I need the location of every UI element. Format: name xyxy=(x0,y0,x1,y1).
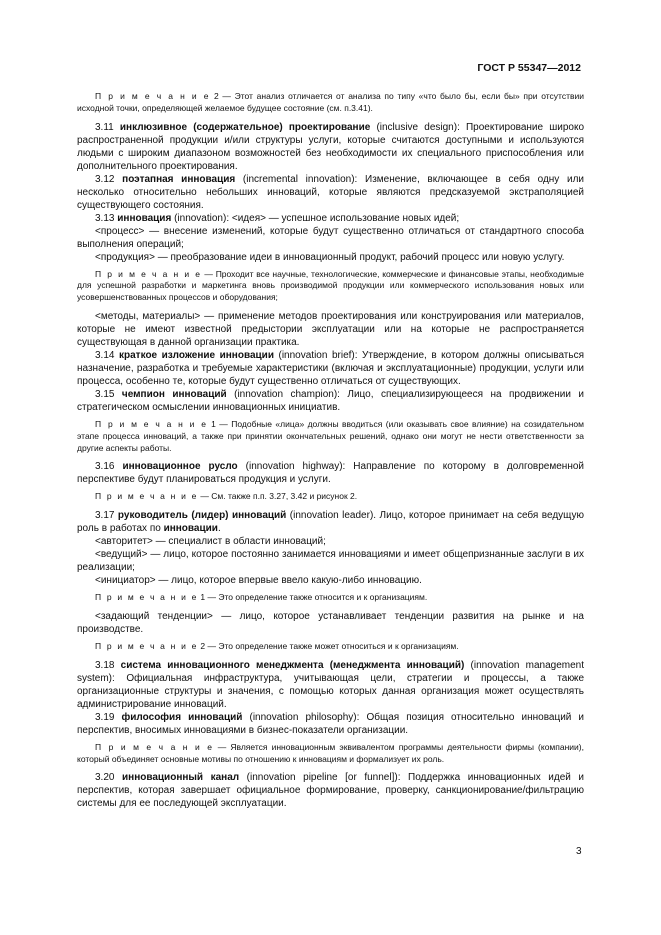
note-text: 2 — Этот анализ отличается от анализа по типу «что было бы, если бы» при отсутствии исходной точки, определяющей желаемое будущее состояние (см. п.3.41). xyxy=(77,91,584,113)
definition-3-17-trendsetter: <задающий тенденции> — лицо, которое устанавливает тенденции развития на рынке и на производстве. xyxy=(77,610,584,635)
document-body xyxy=(77,91,584,810)
definition-3-12 xyxy=(77,173,584,212)
clause-number: 3.12 xyxy=(95,173,123,185)
note-text: — Является инновационным эквивалентом программы деятельности фирмы (компании), который объединяет основные мотивы по отношению к инновациям и формализует их роль. xyxy=(77,741,584,764)
note-text: — См. также п.п. 3.27, 3.42 и рисунок 2. xyxy=(198,491,358,502)
note-text: 1 — Подобные «лица» должны вводиться (или оказывать свое влияние) на созидательном этапе процесса инноваций, а также при принятии окончательных решений, однако они могут не нести ответственности за другие аспекты работы. xyxy=(77,418,584,453)
note-3-13 xyxy=(77,269,584,304)
term: философия инноваций xyxy=(121,711,243,723)
note-3-16 xyxy=(77,491,584,503)
definition-3-11 xyxy=(77,121,584,173)
definition-text: (innovation management system): Официальная инфраструктура, учитывающая цели, стратегии и процессы, а также организационные структуры и значения, с помощью которых данная организация может осуществлять администрирование инноваций. xyxy=(77,659,584,710)
definition-text: (innovation brief): Утверждение, в котором должны описываться назначение, разработка и требуемые характеристики (включая и эксплуатационные) продукции, услуги или процесса, особенно те, которые будут существенно отличаться от существующих. xyxy=(77,349,584,387)
definition-end: . xyxy=(217,523,221,535)
definition-3-13-methods: <методы, материалы> — применение методов проектирования или конструирования или материалов, которые не имеют известной предыстории эксплуатации или на которые не распространяется существующая в данной организации практика. xyxy=(77,310,584,348)
note-3-10 xyxy=(77,91,584,115)
definition-text: (innovation): <идея> — успешное использование новых идей; xyxy=(171,212,460,224)
definition-text: (innovation highway): Направление по которому в долговременной перспективе будут планироваться продукция и услуги. xyxy=(77,461,584,486)
definition-3-17-leading: <ведущий> — лицо, которое постоянно занимается инновациями и имеет общепризнанные заслуги в их реализации; xyxy=(77,549,584,574)
term: система инновационного менеджмента (менеджмента инноваций) xyxy=(120,659,465,671)
term: поэтапная инновация xyxy=(122,173,236,185)
term: чемпион инноваций xyxy=(121,388,227,400)
definition-3-19 xyxy=(77,711,584,737)
page-number: 3 xyxy=(576,846,582,857)
note-label: П р и м е ч а н и е xyxy=(95,418,208,429)
clause-number: 3.16 xyxy=(95,461,123,473)
definition-3-16 xyxy=(77,460,584,486)
note-label: П р и м е ч а н и е xyxy=(95,268,202,279)
clause-number: 3.14 xyxy=(95,349,119,361)
definition-3-14 xyxy=(77,349,584,388)
term: инновационное русло xyxy=(122,461,238,473)
clause-number: 3.20 xyxy=(95,772,122,784)
definition-3-13-product: <продукция> — преобразование идеи в инновационный продукт, рабочий процесс или новую услугу. xyxy=(95,251,565,263)
term: инновация xyxy=(117,212,172,224)
note-3-15 xyxy=(77,419,584,454)
definition-3-20 xyxy=(77,771,584,810)
note-3-17-1 xyxy=(77,592,584,604)
term-reference: инновации xyxy=(163,523,218,535)
definition-text: (innovation pipeline [or funnel]): Поддержка инновационных идей и перспектив, которая завершает официальное формирование, проверку, санкционирование/фильтрацию системы для ее последующей эксплуатации. xyxy=(77,772,584,810)
clause-number: 3.15 xyxy=(95,388,122,400)
note-text: 2 — Это определение также может относиться и к организациям. xyxy=(198,640,459,651)
clause-number: 3.19 xyxy=(95,711,122,723)
definition-3-18 xyxy=(77,659,584,711)
definition-3-13 xyxy=(77,212,584,225)
clause-number: 3.17 xyxy=(95,510,118,522)
term: инновационный канал xyxy=(122,772,240,784)
definition-text: (innovation philosophy): Общая позиция относительно инноваций и перспектив, вносимых инновациями в бизнес-показатели организации. xyxy=(77,711,585,736)
note-3-19 xyxy=(77,742,584,766)
definition-text: (innovation leader). Лицо, которое принимает на себя ведущую роль в работах по xyxy=(77,510,584,535)
note-label: П р и м е ч а н и е xyxy=(95,491,199,502)
definition-3-17 xyxy=(77,509,584,535)
definition-3-13-process: <процесс> — внесение изменений, которые будут существенно отличаться от стандартного способа выполнения операций; xyxy=(77,225,584,250)
note-3-17-2 xyxy=(77,641,584,653)
document-header: ГОСТ Р 55347—2012 xyxy=(477,62,581,74)
definition-3-15 xyxy=(77,388,584,414)
note-text: 1 — Это определение также относится и к организациям. xyxy=(198,592,428,603)
clause-number: 3.18 xyxy=(95,659,121,671)
clause-number: 3.11 xyxy=(95,121,120,133)
clause-number: 3.13 xyxy=(95,212,118,224)
definition-text: (incremental innovation): Изменение, включающее в себя одну или несколько относительно небольших инноваций, которые являются предсказуемой экстраполяцией существующего состояния. xyxy=(77,173,584,211)
note-label: П р и м е ч а н и е xyxy=(95,592,199,603)
term: руководитель (лидер) инноваций xyxy=(117,510,287,522)
note-label: П р и м е ч а н и е xyxy=(95,91,211,101)
term: инклюзивное (содержательное) проектирование xyxy=(119,121,371,133)
definition-3-17-authority: <авторитет> — специалист в области инноваций; xyxy=(95,536,326,548)
definition-3-17-initiator: <инициатор> — лицо, которое впервые ввело какую-либо инновацию. xyxy=(95,575,422,587)
definition-text: (innovation champion): Лицо, специализирующееся на продвижении и стратегическом осмыслении инновационных инициатив. xyxy=(77,388,584,413)
term: краткое изложение инновации xyxy=(119,349,274,361)
definition-text: (inclusive design): Проектирование широко распространенной продукции и/или структуры услуги, которые считаются доступными и используются людьми с широким диапазоном возможностей без необходимости их специального приспособления или дополнительного проектирования. xyxy=(77,121,584,172)
note-text: — Проходит все научные, технологические, коммерческие и финансовые этапы, необходимые для успешной разработки и маркетинга вновь производимой продукции или коммерческого использования новых или усовершенствованных процессов и оборудования; xyxy=(77,268,584,303)
note-label: П р и м е ч а н и е xyxy=(95,640,199,651)
note-label: П р и м е ч а н и е xyxy=(95,741,214,752)
